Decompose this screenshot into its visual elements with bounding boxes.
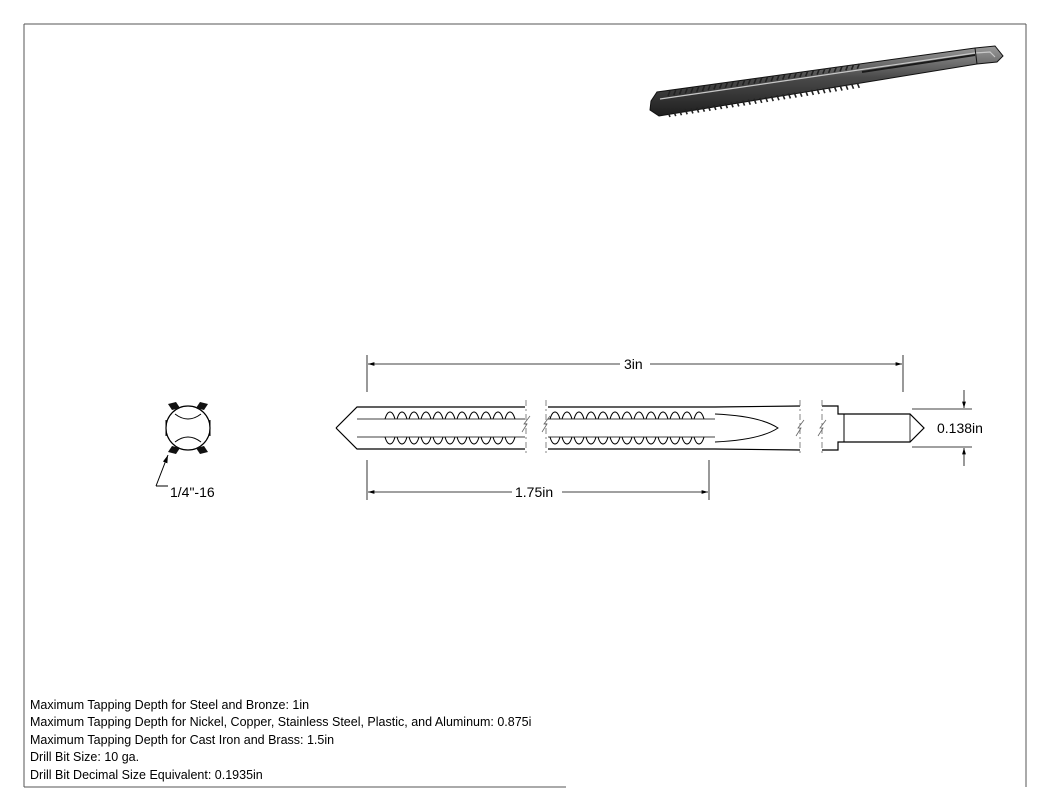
overall-length-dimension: [367, 355, 903, 392]
side-thread-top: [385, 412, 704, 419]
square-size-dimension: [912, 390, 983, 466]
side-thread-bottom: [385, 437, 704, 444]
thread-length-dimension: [367, 460, 709, 500]
note-steel-bronze: Maximum Tapping Depth for Steel and Bronze: 1in: [30, 698, 310, 712]
notes-block: [30, 697, 590, 784]
square-size-label: 0.138in: [937, 420, 983, 436]
note-cast-iron-brass: Maximum Tapping Depth for Cast Iron and Brass: 1.5in: [30, 732, 335, 747]
note-nickel-copper: Maximum Tapping Depth for Nickel, Copper, Stainless Steel, Plastic, and Aluminum: 0.875i: [30, 715, 532, 730]
note-drill-bit-decimal: Drill Bit Decimal Size Equivalent: 0.1935in: [30, 767, 263, 782]
tap-end-view: [156, 402, 215, 500]
overall-length-label: 3in: [624, 356, 643, 372]
thread-length-label: 1.75in: [515, 484, 554, 500]
note-drill-bit-size: Drill Bit Size: 10 ga.: [30, 750, 140, 765]
tap-isometric-view: [650, 46, 1003, 117]
thread-size-callout: 1/4"-16: [170, 484, 215, 500]
tap-side-view: [336, 400, 924, 456]
